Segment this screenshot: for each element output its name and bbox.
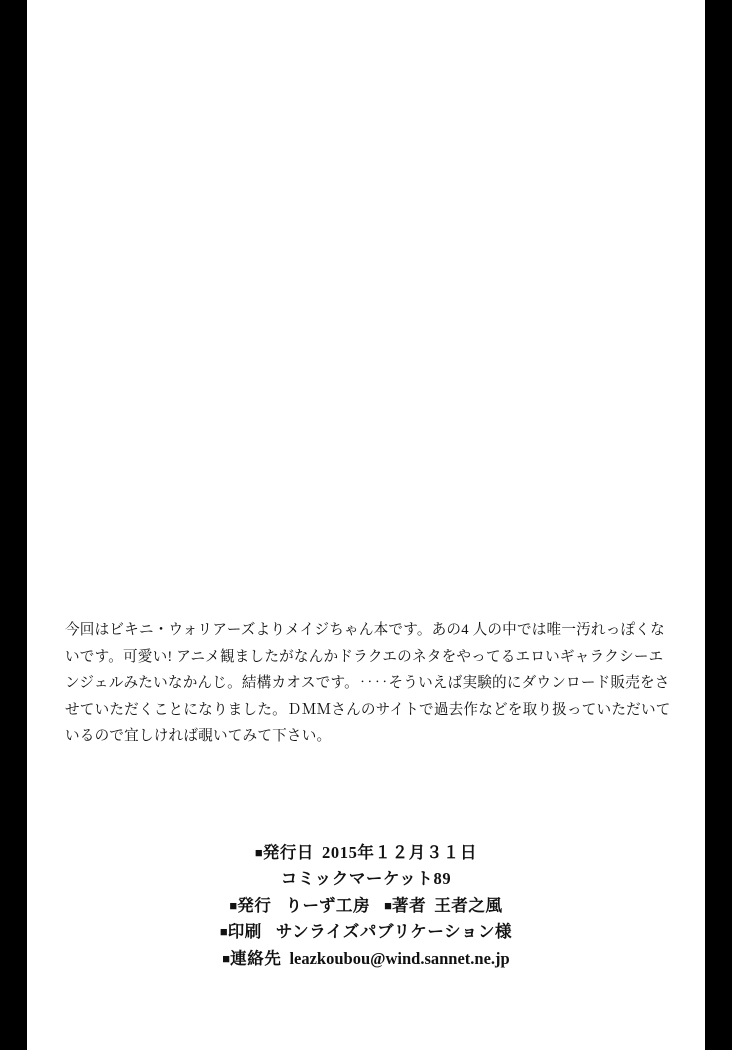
colophon-event-line [27,866,705,892]
square-marker-icon: ■ [384,897,392,913]
event-name: コミックマーケット89 [280,869,452,889]
publish-date-value: 2015年１２月３１日 [322,843,478,862]
colophon-publish-date-line [27,840,705,866]
afterword-paragraph: 今回はビキニ・ウォリアーズよりメイジちゃん本です。あの4 人の中では唯一汚れっぽくないです。可愛い! アニメ観ましたがなんかドラクエのネタをやってるエロいギャラクシーエンジェルみたいなかんじ。結構カオスです。‥‥そういえば実験的にダウンロード販売をさせていただくことになりました。ＤＭＭさんのサイトで過去作などを取り扱っていただいているので宜しければ覗いてみて下さい。 [65,622,671,745]
square-marker-icon: ■ [254,845,263,860]
colophon-block [27,840,705,972]
author-value: 王者之風 [434,895,503,915]
author-label: 著者 [392,895,427,915]
publish-date-label: 発行日 [262,843,315,862]
contact-label: 連絡先 [230,948,282,968]
afterword-text-block [65,617,675,750]
publisher-value: りーず工房 [285,895,371,915]
square-marker-icon: ■ [219,924,228,940]
page-sheet [27,0,705,1050]
contact-email: leazkoubou@wind.sannet.ne.jp [289,948,510,968]
colophon-printer-line [27,919,705,945]
printer-value: サンライズパブリケーション様 [275,922,513,942]
colophon-publisher-line [27,893,705,919]
square-marker-icon: ■ [229,897,238,913]
printer-label: 印刷 [227,922,262,942]
square-marker-icon: ■ [222,950,231,966]
publisher-label: 発行 [237,895,272,915]
colophon-contact-line [27,946,705,972]
